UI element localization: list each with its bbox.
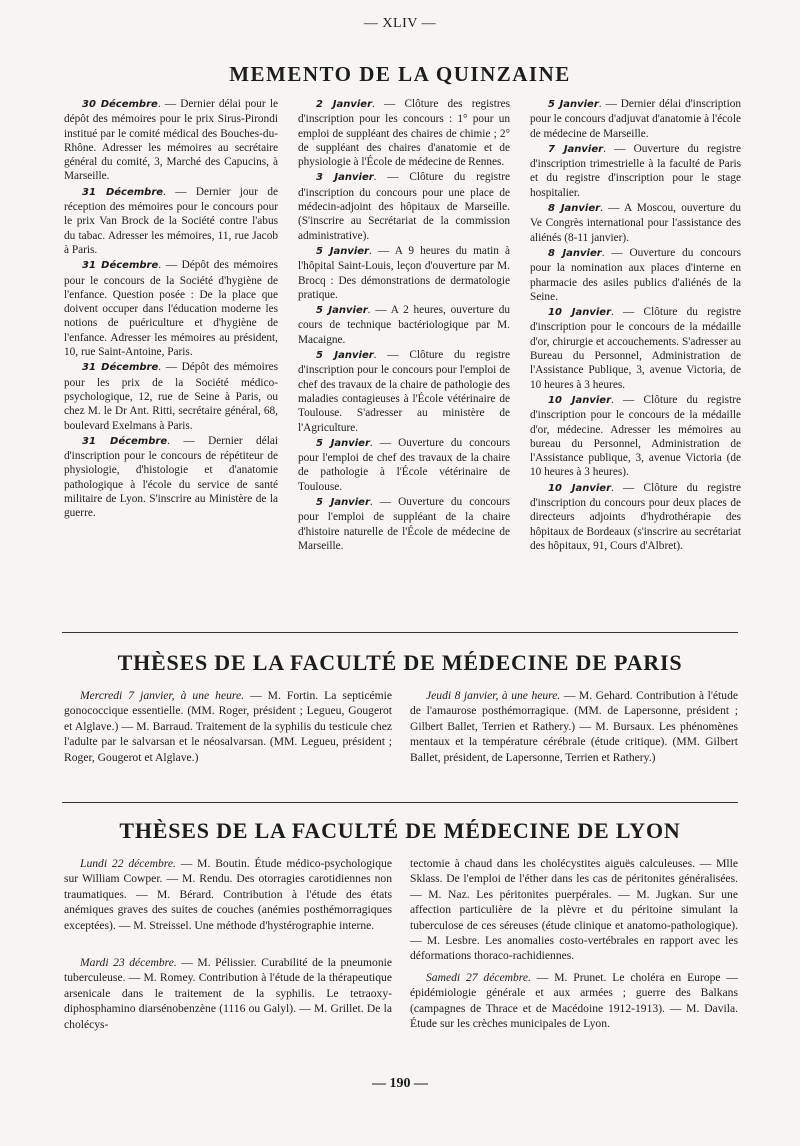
lyon-column-right [410, 856, 738, 1031]
memento-entry [298, 244, 510, 302]
day-lead: Jeudi 8 janvier, à une heure. [426, 689, 561, 702]
entry-date: 10 Janvier [548, 482, 612, 494]
thesis-day [410, 688, 738, 765]
day-lead: Lundi 22 décembre. [80, 857, 176, 870]
entry-text: . — Dépôt des mémoires pour le concours de la Société d'hygiène de l'enfance. Question posée : De la place que doivent occuper dans l'éducation moderne les notions de puériculture et d'hygiène de l'enfance. Adresser les mémoires au président, 10, rue Saint-Antoine, Paris. [64, 259, 278, 359]
memento-entry [64, 360, 278, 432]
entry-text: . — A 2 heures, ouverture du cours de technique bactériologique par M. Macaigne. [298, 304, 511, 346]
memento-entry [298, 97, 510, 169]
lyon-column-left [64, 856, 392, 1032]
entry-text: . — Dernier délai pour le dépôt des mémoires pour le prix Sirus-Pirondi institué par le comité médical des Bouches-du-Rhône. Adresser les mémoires au secrétaire général du comité, 3, Marché des Capucins, à Marseille. [64, 98, 278, 183]
memento-column-3 [530, 97, 741, 554]
entry-text: . — Ouverture du concours pour l'emploi de suppléant de la chaire d'histoire naturelle de l'École de médecine de Marseille. [298, 496, 510, 552]
paris-column-left [64, 688, 392, 765]
entry-date: 5 Janvier [316, 497, 370, 509]
entry-date: 7 Janvier [548, 143, 604, 155]
section-divider [62, 802, 738, 803]
memento-entry [64, 258, 278, 359]
entry-date: 31 Décembre [82, 260, 159, 272]
entry-text: . — Ouverture du concours pour l'emploi de chef des travaux de la chaire de pathologie à l'École vétérinaire de Toulouse. [298, 436, 510, 493]
entry-text: . — Dépôt des mémoires pour les prix de la Société médico-psychologique, 12, rue de Seine à Paris, ou chez M. le Dr Ant. Ritti, secrétaire général, 68, boulevard Exelmans à Paris. [64, 361, 278, 432]
entry-date: 2 Janvier [316, 99, 373, 110]
thesis-day [64, 688, 392, 765]
memento-column-2 [298, 97, 510, 554]
memento-entry [530, 481, 741, 553]
thesis-day [64, 856, 392, 933]
memento-column-1 [64, 97, 278, 522]
entry-date: 10 Janvier [548, 307, 612, 319]
entry-text: . — Clôture du registre d'inscription pour le concours de la médaille d'or, chirurgie et accouchements. S'adresser au Bureau du Personnel, Administration de l'Assistance Publique, 3, avenue Victoria, de 10 heures à 3 heures. [530, 306, 741, 391]
day-text: — M. Boutin. Étude médico-psychologique sur William Cowper. — M. Rendu. Des otorragies carotidiennes non traumatiques. — M. Bérard. Contribution à l'étude des états anémiques graves des suites de couches (anémies posthémorragiques exceptées). — M. Streissel. Une méthode d'hystérographie interne. [64, 857, 393, 932]
memento-entry [530, 201, 741, 245]
entry-date: 10 Janvier [548, 394, 612, 406]
day-lead: Samedi 27 décembre. [426, 970, 531, 984]
entry-text: . — Dernier délai d'inscription pour le concours d'adjuvat d'anatomie à l'école de médecine de Marseille. [530, 98, 742, 140]
memento-entry [298, 436, 510, 494]
entry-date: 31 Décembre [82, 362, 159, 374]
memento-entry [298, 348, 510, 435]
memento-entry [530, 393, 741, 480]
entry-date: 31 Décembre [82, 435, 168, 447]
memento-entry [530, 246, 741, 304]
memento-title: MEMENTO DE LA QUINZAINE [229, 62, 571, 86]
entry-text: . — Ouverture du concours pour la nomination aux places d'interne en pharmacie des asiles publics d'aliénés de la Seine. [530, 246, 742, 303]
entry-text: . — Clôture du registre d'inscription pour le concours de la médaille d'or, médecine. Adresser les mémoires au bureau du Personnel, Administration de l'Assistance publique, 3, avenue Victoria (de 10 heures à 3 heures). [530, 393, 741, 479]
entry-text: . — A Moscou, ouverture du Ve Congrès international pour l'assistance des aliénés (8-11 janvier). [530, 202, 741, 244]
entry-date: 5 Janvier [548, 99, 599, 110]
thesis-continuation [410, 856, 738, 964]
day-text: tectomie à chaud dans les cholécystites aiguës calculeuses. — Mlle Sklass. De l'emploi de l'éther dans les cas de péritonites généralisées. — M. Naz. Les péritonites puerpérales. — M. Jugkan. Sur une affection particulière de la plèvre et du péritoine simulant la tuberculose de ces séreuses (étude clinique et anatomo-pathologique). — M. Lesbre. Les anomalies costo-vertébrales en rapport avec les déformations thoraco-rachidiennes. [410, 857, 738, 963]
memento-entry [64, 434, 278, 521]
day-text: — M. Fortin. La septicémie gonococcique essentielle. (MM. Roger, président ; Legueu, Gougerot et Alglave.) — M. Barraud. Traitement de la syphilis du testicule chez l'adulte par le salvarsan et le néosalvarsan. (MM. Legueu, président ; Roger, Gougerot et Alglave.) [64, 689, 393, 764]
entry-date: 8 Janvier [548, 247, 602, 259]
page-number: — 190 — [372, 1076, 428, 1091]
section-divider [62, 632, 738, 633]
memento-entry [530, 97, 741, 141]
entry-text: . — Clôture des registres d'inscription pour les concours : 1° pour un emploi de suppléant des chaires de chimie ; 2° de suppléant des chaires d'anatomie et de physiologie à l'École de médecine de Rennes. [298, 98, 511, 169]
day-text: — M. Pélissier. Curabilité de la pneumonie tuberculeuse. — M. Romey. Contribution à l'étude de la thérapeutique arsenicale dans le traitement de la syphilis. Le tetraoxy-diphosphamino diarsénobenzène (1116 ou Galyl). — M. Grillet. De la cholécys- [64, 956, 392, 1031]
memento-entry [530, 142, 741, 200]
memento-entry [298, 170, 510, 242]
entry-text: . — Clôture du registre d'inscription du concours pour une place de médecin-adjoint des hôpitaux de Marseille. (S'inscrire au Secrétariat de la commission administrative). [298, 171, 510, 242]
entry-date: 3 Janvier [316, 172, 374, 184]
paris-section-title: THÈSES DE LA FACULTÉ DE MÉDECINE DE PARIS [117, 650, 683, 675]
day-text: — M. Gehard. Contribution à l'étude de l'amaurose posthémorragique. (MM. de Lapersonne, président ; Gilbert Ballet, Terrien et Rathery.) — M. Bursaux. Les phénomènes mentaux et la température cérébrale (étude critique). (MM. Gilbert Ballet, président, de Lapersonne, Terrien et Rathery.) [410, 689, 739, 764]
day-text: — M. Prunet. Le choléra en Europe — épidémiologie générale et aux armées ; guerre des Balkans (campagnes de Thrace et de Macédoine 1912-1913). — M. Davila. Étude sur les crèches municipales de Lyon. [410, 970, 738, 1031]
memento-entry [298, 495, 510, 553]
memento-entry [298, 303, 510, 347]
memento-entry [64, 97, 278, 184]
lyon-section-title: THÈSES DE LA FACULTÉ DE MÉDECINE DE LYON [119, 818, 681, 843]
day-lead: Mercredi 7 janvier, à une heure. [80, 689, 245, 702]
day-lead: Mardi 23 décembre. [80, 956, 177, 970]
memento-entry [64, 185, 278, 257]
entry-text: . — Clôture du registre d'inscription du concours pour deux places de directeurs adjoints d'hydrothérapie des hôpitaux de Bordeaux (s'inscrire au secrétariat des hôpitaux, 91, Cours d'Albret). [530, 481, 741, 552]
entry-date: 5 Janvier [316, 350, 374, 362]
page-header: — XLIV — [363, 16, 437, 31]
entry-date: 31 Décembre [82, 186, 164, 198]
entry-text: . — Ouverture du registre d'inscription trimestrielle à la faculté de Paris et du registre d'inscription pour le stage hospitalier. [530, 142, 741, 199]
entry-date: 8 Janvier [548, 203, 601, 215]
memento-entry [530, 305, 741, 392]
entry-date: 30 Décembre [82, 99, 158, 110]
entry-date: 5 Janvier [316, 245, 369, 257]
entry-date: 5 Janvier [316, 305, 368, 317]
entry-text: . — A 9 heures du matin à l'hôpital Saint-Louis, leçon d'ouverture par M. Brocq : Des démonstrations de dermatologie pratique. [298, 244, 510, 301]
entry-text: . — Dernier jour de réception des mémoires pour le concours pour le prix Van Brock de la Société contre l'abus du tabac. Adresser les mémoires, 11, rue Jacob à Paris. [64, 185, 278, 256]
thesis-day [410, 970, 738, 1032]
entry-text: . — Clôture du registre d'inscription pour le concours pour l'emploi de chef des travaux de la chaire de pathologie des maladies contagieuses à l'École vétérinaire de Toulouse. S'adresser au ministère de l'Agriculture. [298, 349, 510, 434]
paris-column-right [410, 688, 738, 765]
entry-date: 5 Janvier [316, 437, 370, 449]
thesis-day [64, 955, 392, 1032]
entry-text: . — Dernier délai d'inscription pour le concours de répétiteur de physiologie, d'histologie et d'anatomie pathologique à l'école du service de santé militaire de Lyon. S'inscrire au Ministère de la guerre. [64, 434, 279, 520]
